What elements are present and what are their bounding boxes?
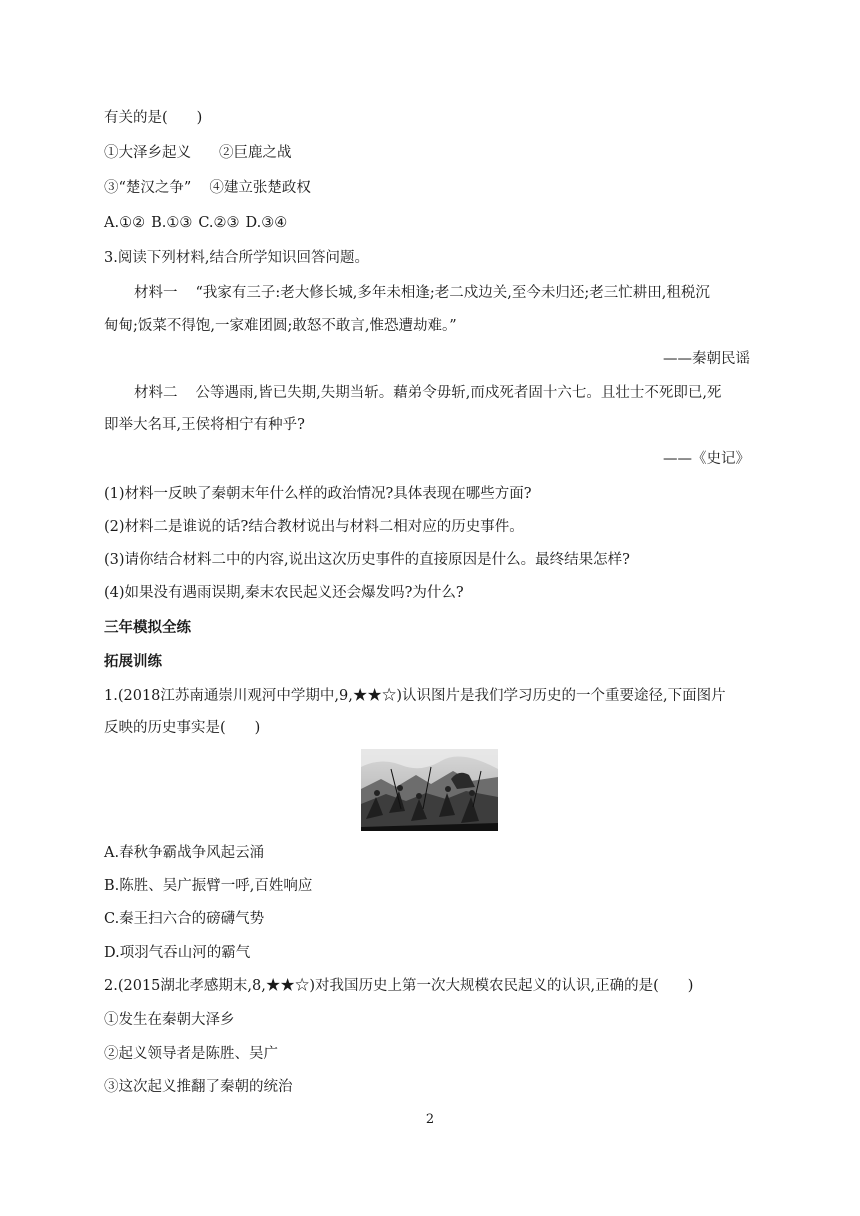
q3-stem: 3.阅读下列材料,结合所学知识回答问题。: [104, 250, 369, 266]
q3-question-1: (1)材料一反映了秦朝末年什么样的政治情况?具体表现在哪些方面?: [104, 486, 532, 502]
q2-option-4: ④建立张楚政权: [209, 180, 311, 196]
ex1-option-b: B.陈胜、吴广振臂一呼,百姓响应: [104, 878, 313, 894]
q2-choices: [104, 213, 287, 233]
page-number: 2: [425, 1112, 435, 1127]
material1-line2: 甸甸;饭菜不得饱,一家难团圆;敢怒不敢言,惟恐遭劫难。”: [104, 318, 457, 334]
material1-source: ——秦朝民谣: [663, 351, 750, 367]
ex1-stem-line1: 1.(2018江苏南通崇川观河中学期中,9,★★☆)认识图片是我们学习历史的一个重要途径,下面图片: [104, 688, 726, 704]
q2-options-row1: [104, 143, 292, 163]
section-title: 三年模拟全练: [104, 620, 191, 636]
material2-line2: 即举大名耳,王侯将相宁有种乎?: [104, 417, 305, 433]
q3-question-2: (2)材料二是谁说的话?结合教材说出与材料二相对应的历史事件。: [104, 519, 524, 535]
material1-line1: [134, 283, 710, 303]
ex1-option-a: A.春秋争霸战争风起云涌: [104, 845, 265, 861]
ex1-option-c: C.秦王扫六合的磅礴气势: [104, 911, 265, 927]
q2-choice-a: A.①②: [104, 215, 146, 231]
q2-choice-c: C.②③: [198, 215, 240, 231]
q3-question-4: (4)如果没有遇雨误期,秦末农民起义还会爆发吗?为什么?: [104, 585, 464, 601]
material2-label: 材料二: [134, 385, 178, 401]
q2-choice-b: B.①③: [151, 215, 193, 231]
ex2-item-3: ③这次起义推翻了秦朝的统治: [104, 1079, 293, 1095]
ex2-stem: 2.(2015湖北孝感期末,8,★★☆)对我国历史上第一次大规模农民起义的认识,正确的是( ): [104, 978, 694, 994]
material2-text1: 公等遇雨,皆已失期,失期当斩。藉弟令毋斩,而戍死者固十六七。且壮士不死即已,死: [195, 385, 722, 401]
material2-line1: [134, 383, 721, 403]
ex2-item-2: ②起义领导者是陈胜、吴广: [104, 1046, 278, 1062]
subsection-title: 拓展训练: [104, 654, 162, 670]
material1-text1: “我家有三子:老大修长城,多年未相逢;老二戍边关,至今未归还;老三忙耕田,租税沉: [195, 285, 710, 301]
q2-option-1: ①大泽乡起义: [104, 145, 191, 161]
q2-stem-end: 有关的是( ): [104, 110, 203, 126]
battle-scene-image: [361, 749, 498, 831]
q2-option-2: ②巨鹿之战: [219, 145, 292, 161]
q2-option-3: ③“楚汉之争”: [104, 180, 192, 196]
ex2-item-1: ①发生在秦朝大泽乡: [104, 1012, 235, 1028]
material2-source: ——《史记》: [663, 451, 750, 467]
q3-question-3: (3)请你结合材料二中的内容,说出这次历史事件的直接原因是什么。最终结果怎样?: [104, 552, 630, 568]
q2-choice-d: D.③④: [245, 215, 288, 231]
q2-options-row2: [104, 178, 311, 198]
ex1-stem-line2: 反映的历史事实是( ): [104, 720, 261, 736]
ex1-option-d: D.项羽气吞山河的霸气: [104, 945, 251, 961]
material1-label: 材料一: [134, 285, 178, 301]
